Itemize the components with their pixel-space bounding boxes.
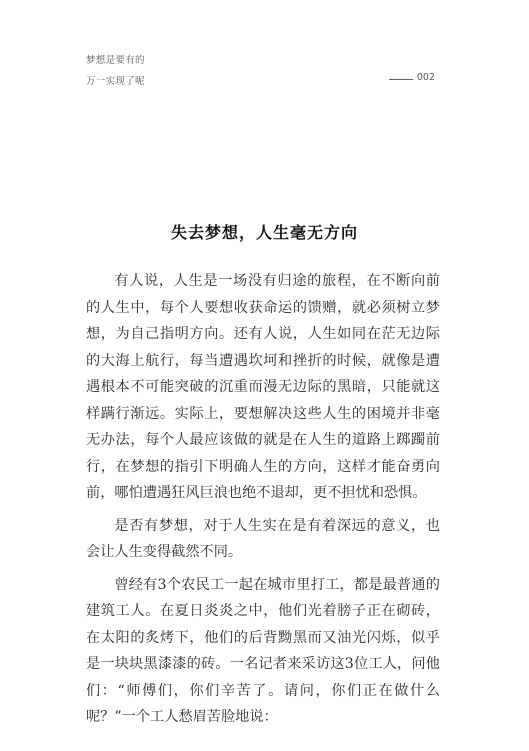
running-head-line-1: 梦想是要有的 bbox=[86, 55, 145, 66]
page-number-block bbox=[389, 72, 435, 83]
paragraph: 是否有梦想，对于人生实在是有着深远的意义，也会让人生变得截然不同。 bbox=[86, 517, 440, 560]
paragraph: 有人说，人生是一场没有归途的旅程，在不断向前的人生中，每个人要想收获命运的馈赠，就必须树立梦想，为自己指明方向。还有人说，人生如同在茫无边际的大海上航行，每当遭遇坎坷和挫折的时候，就像是遭遇根本不可能突破的沉重而漫无边际的黑暗，只能就这样蹒行渐远。实际上，要想解决这些人生的困境并非毫无办法，每个人最应该做的就是在人生的道路上踯躅前行，在梦想的指引下明确人生的方向，这样才能奋勇向前，哪怕遭遇狂风巨浪也绝不退却，更不担忧和恐惧。 bbox=[86, 273, 440, 501]
chapter-title: 失去梦想，人生毫无方向 bbox=[170, 223, 358, 242]
running-head-line-2: 万一实现了呢 bbox=[86, 76, 145, 87]
page-number-rule bbox=[389, 79, 413, 80]
paragraph: 曾经有3个农民工一起在城市里打工，都是最普通的建筑工人。在夏日炎炎之中，他们光着膀子正在砌砖，在太阳的炙烤下，他们的后背黝黑而又油光闪烁，似乎是一块块黑漆漆的砖。一名记者来采访这3位工人，问他们：“师傅们，你们辛苦了。请问，你们正在做什么呢？”一个工人愁眉苦脸地说： bbox=[86, 576, 440, 725]
body-text bbox=[86, 268, 440, 737]
running-head bbox=[86, 50, 145, 92]
page-number: 002 bbox=[416, 72, 435, 83]
